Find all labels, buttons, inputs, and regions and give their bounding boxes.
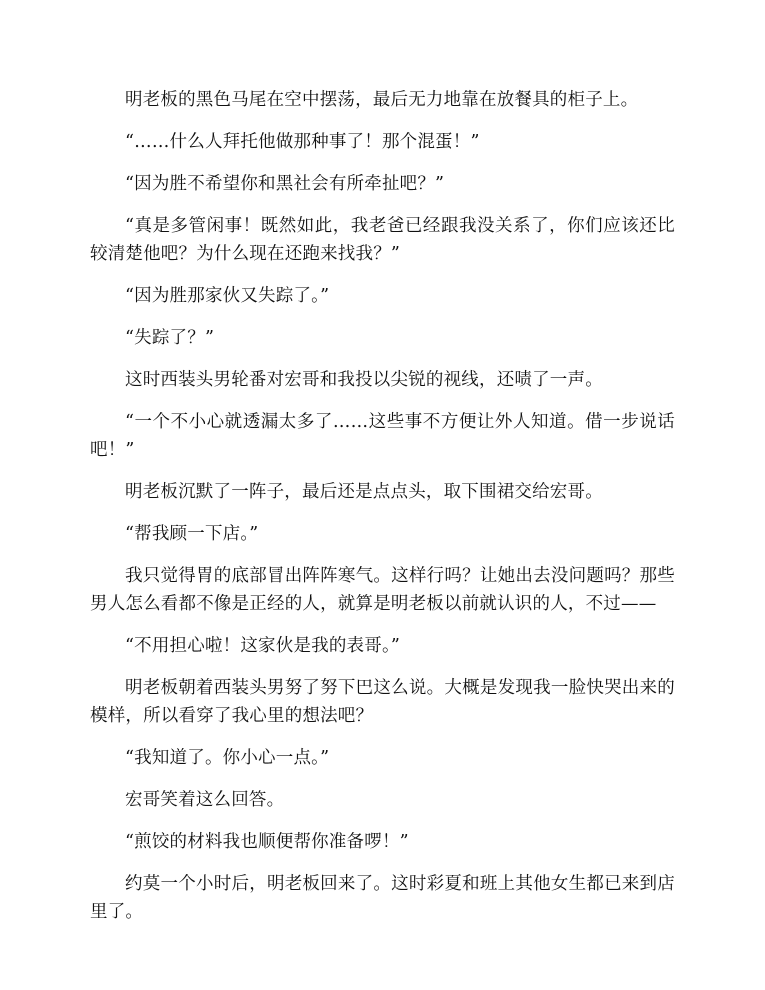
paragraph-9: 明老板沉默了一阵子，最后还是点点头，取下围裙交给宏哥。	[125, 482, 603, 502]
paragraph-12: “不用担心啦！这家伙是我的表哥。”	[125, 636, 401, 656]
paragraph-15: 宏哥笑着这么回答。	[125, 790, 285, 810]
body-text	[90, 86, 675, 940]
paragraph-10: “帮我顾一下店。”	[125, 524, 259, 544]
paragraph-2: “……什么人拜托他做那种事了！那个混蛋！”	[125, 132, 480, 152]
paragraph-16: “煎饺的材料我也顺便帮你准备啰！”	[125, 832, 409, 852]
paragraph-1: 明老板的黑色马尾在空中摆荡，最后无力地靠在放餐具的柜子上。	[125, 90, 639, 110]
paragraph-17: 约莫一个小时后，明老板回来了。这时彩夏和班上其他女生都已来到店里了。	[90, 874, 675, 922]
paragraph-14: “我知道了。你小心一点。”	[125, 748, 330, 768]
paragraph-3: “因为胜不希望你和黑社会有所牵扯吧？”	[125, 174, 445, 194]
paragraph-13: 明老板朝着西装头男努了努下巴这么说。大概是发现我一脸快哭出来的模样，所以看穿了我心里的想法吧？	[90, 678, 675, 726]
paragraph-11: 我只觉得胃的底部冒出阵阵寒气。这样行吗？让她出去没问题吗？那些男人怎么看都不像是正经的人，就算是明老板以前就认识的人，不过——	[90, 566, 675, 614]
paragraph-4: “真是多管闲事！既然如此，我老爸已经跟我没关系了，你们应该还比较清楚他吧？为什么现在还跑来找我？”	[90, 216, 675, 264]
paragraph-7: 这时西装头男轮番对宏哥和我投以尖锐的视线，还啧了一声。	[125, 370, 603, 390]
paragraph-6: “失踪了？”	[125, 328, 215, 348]
paragraph-5: “因为胜那家伙又失踪了。”	[125, 286, 330, 306]
paragraph-8: “一个不小心就透漏太多了……这些事不方便让外人知道。借一步说话吧！”	[90, 412, 675, 460]
